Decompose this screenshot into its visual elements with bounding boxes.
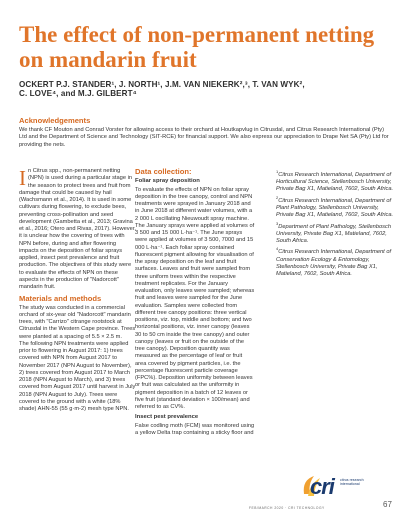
cri-logo-text: cri: [310, 474, 334, 499]
drop-cap: I: [19, 166, 26, 190]
intro-text: n Citrus spp., non-permanent netting (NPN) is used during a particular stage in the season to protect trees and fruit from damage that could be caused by hail (Wachsmann et al., 2014). It is used in some cultivars during flowering, to exclude bees, preventing cross-pollination and seed development (Gambetta et al., 2013; Gravina et al., 2016; Otero and Rivas, 2017). However, it is unclear how the covering of trees with NPN before, during and after flowering impacts on the deposition of foliar sprays applied, insect pest prevalence and fruit production. The objectives of this study were to evaluate the effects of NPN on these aspects in the production of "Nadorcott" mandarin fruit.: [19, 168, 136, 290]
column-middle: [135, 168, 255, 437]
insect-paragraph: False codling moth (FCM) was monitored using a yellow Delta trap containing a sticky floor and: [135, 422, 255, 436]
methods-paragraph: The study was conducted in a commercial orchard of six-year old "Nadorcott" mandarin trees, with "Carrizo" citrange rootstock at Citrusdal in the Western Cape province. Trees were planted at a spacing of 5.5 × 2.5 m.: [19, 304, 136, 340]
footer-text: FEB/MARCH 2020 · CRI TECHNOLOGY: [249, 506, 325, 510]
intro-paragraph: [19, 168, 136, 291]
insect-pest-subheading: Insect pest prevalence: [135, 414, 199, 421]
affiliation-item: $^1$Citrus Research International, Department of Horticultural Science, Stellenbosch University, Private Bag X1, Matieland, 7602, South Africa.: [276, 169, 394, 193]
author-list: [19, 80, 389, 98]
affiliation-item: $^2$Citrus Research International, Department of Plant Pathology, Stellenbosch University, Private Bag X1, Matieland, 7602, South Africa.: [276, 194, 394, 219]
author-line: C. LOVE⁴, and M.J. GILBERT⁴: [19, 89, 137, 98]
affiliation-item: $^3$Department of Plant Pathology, Stellenbosch University, Private Bag X1, Matieland, 7602, South Africa.: [276, 220, 391, 245]
methods-heading: Materials and methods: [19, 294, 102, 304]
spray-paragraph: To evaluate the effects of NPN on foliar spray deposition in the tree canopy, control and NPN treatments were sprayed in January 2018 and in June 2018 at different water volumes, with a 2 000 L oscillating Nieuwoudt spray machine. The January sprays were applied at volumes of 3 500 and 15 000 L·ha⁻¹. The June sprays were applied at volumes of 3 500, 7000 and 15 000 L·ha⁻¹. Each foliar spray contained fluorescent pigment allowing for visualisation of the spray deposition on the leaf and fruit surfaces. Leaves and fruit were sampled from three uniform trees within the respective treatment replicates. For the January evaluation, only leaves were sampled; whereas fruit and leaves were sampled for the June evaluation. Samples were collected from different tree canopy positions: three vertical positions, viz. top, middle and bottom; and two horizontal positions, viz. inner canopy (leaves 30 to 50 cm inside the tree canopy) and outer canopy (leaves or fruit on the outside of the tree canopy). Deposition quantity was measured as the percentage of leaf or fruit area covered by pigment particles, i.e. the percentage fluorescent particle coverage (FPC%). Deposition uniformity between leaves or fruit was calculated as the uniformity in pigment deposition in a batch of 12 leaves or five fruit (standard deviation × 100/mean) and referred to as CV%.: [135, 186, 255, 410]
page-number: 67: [383, 500, 392, 509]
affiliation-item: $^4$Citrus Research International, Department of Conservation Ecology & Entomology, Stellenbosch University, Private Bag X1, Matieland, 7602, South Africa.: [276, 246, 392, 278]
methods-paragraph: The following NPN treatments were applied prior to flowering in August 2017: 1) trees covered with NPN from August 2017 to November 2017 (NPN August to November), 2) trees covered from August 2017 to March 2018 (NPN August to March), and 3) trees covered from August 2017 until harvest in July 2018 (NPN August to July). Trees were covered to the ground with a white (18% shade) AHN-55 (55 g·m-2) mesh type NPN.: [19, 340, 136, 412]
acknowledgements-text: We thank CF Mouton and Conrad Vorster for allowing access to their orchard at Houtkapvlug in Citrusdal, and Citrus Research International (Pty) Ltd and the Department of Science and Technology (SIT-RCE) for financial support. We also express our appreciation to Drape Net SA (Pty) Ltd for providing the nets.: [19, 127, 389, 148]
page-footer: [0, 470, 402, 512]
data-collection-heading: Data collection:: [135, 167, 192, 176]
affiliations: [276, 168, 394, 278]
article-title: The effect of non-permanent netting on mandarin fruit: [19, 22, 375, 72]
author-line: OCKERT P.J. STANDER¹, J. NORTH¹, J.M. VAN NIEKERK²,³, T. VAN WYK²,: [19, 80, 305, 89]
cri-logo-subtitle: citrus research international: [340, 478, 364, 486]
spray-deposition-subheading: Foliar spray deposition: [135, 178, 200, 185]
acknowledgements-heading: Acknowledgements: [19, 116, 91, 125]
column-left: [19, 168, 136, 413]
